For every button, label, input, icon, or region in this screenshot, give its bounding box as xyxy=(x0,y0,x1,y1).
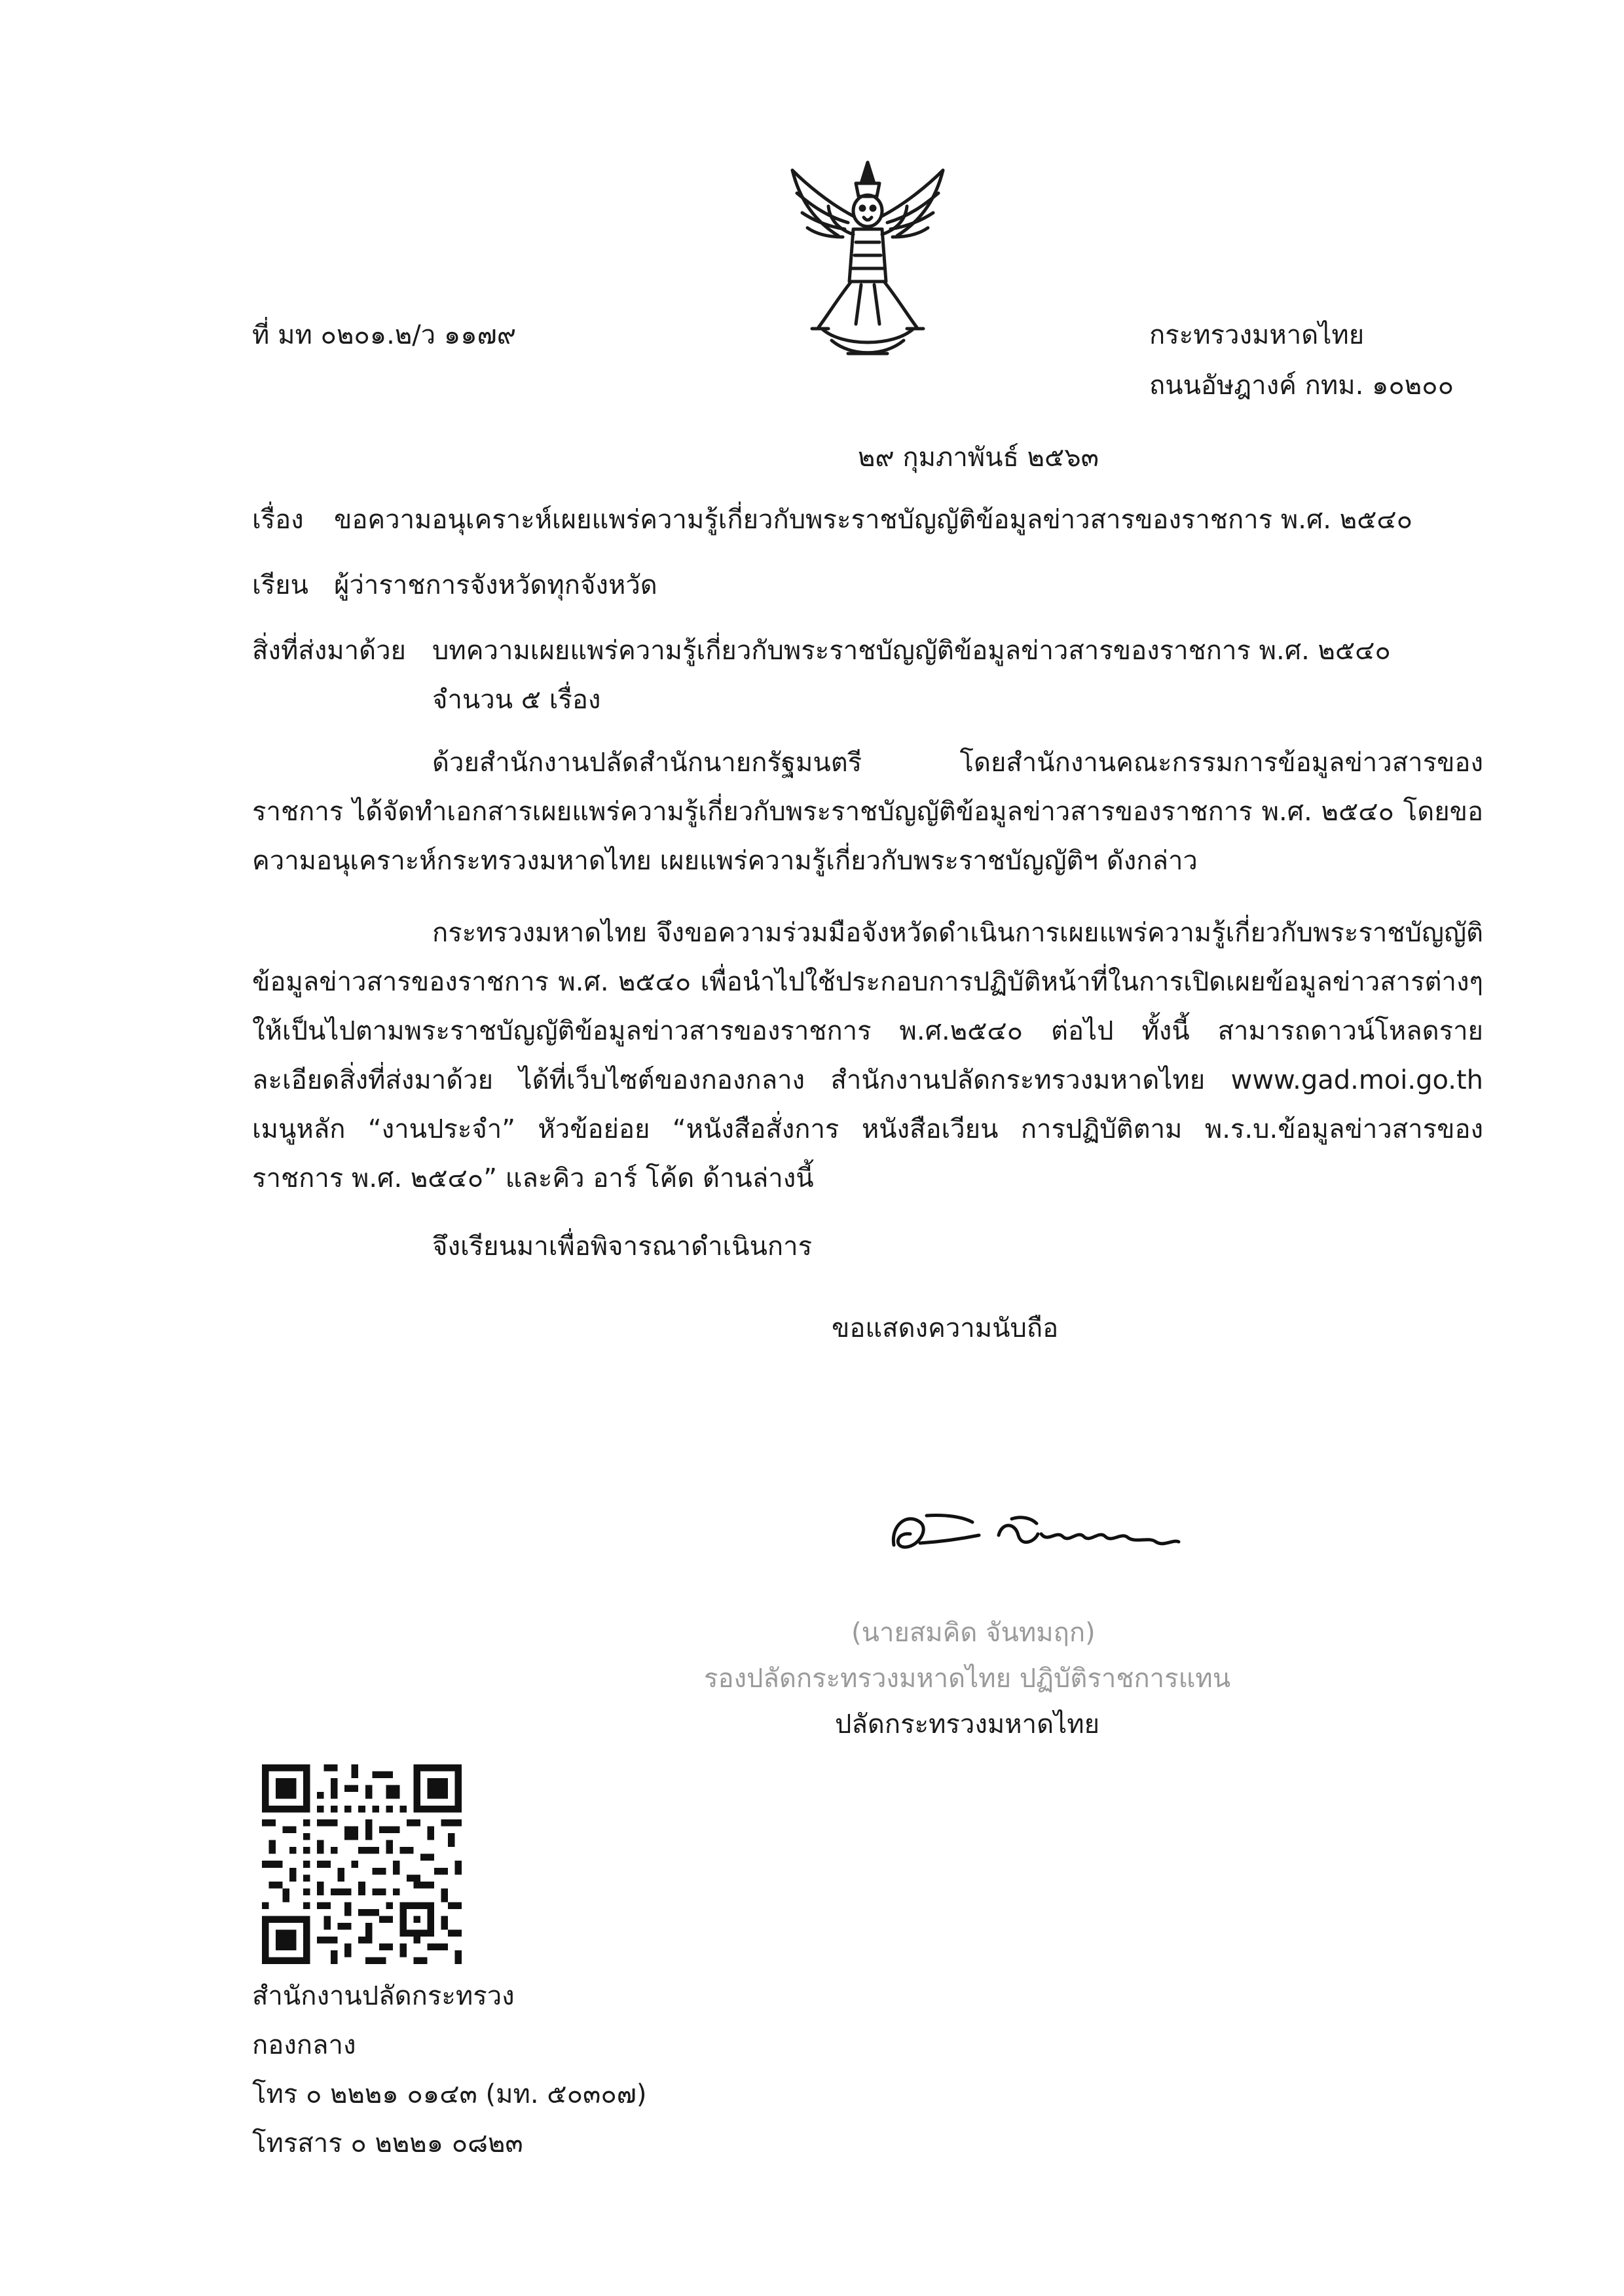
complimentary-close: ขอแสดงความนับถือ xyxy=(832,1313,1059,1343)
acting-position: รองปลัดกระทรวงมหาดไทย ปฏิบัติราชการแทน xyxy=(704,1664,1231,1694)
agency-name: กระทรวงมหาดไทย xyxy=(1149,320,1365,350)
footer-division: กองกลาง xyxy=(252,2030,356,2060)
enclosure-label: สิ่งที่ส่งมาด้วย xyxy=(252,636,406,666)
body-paragraph-1 xyxy=(252,738,1483,886)
enclosure-count: จำนวน ๕ เรื่อง xyxy=(432,685,601,715)
body-paragraph-2 xyxy=(252,909,1483,1203)
body-paragraph-1-text: ด้วยสำนักงานปลัดสำนักนายกรัฐมนตรี โดยสำนักงานคณะกรรมการข้อมูลข่าวสารของราชการ ได้จัดทำเอกสารเผยแพร่ความรู้เกี่ยวกับพระราชบัญญัติข้อมูลข่าวสารของราชการ พ.ศ. ๒๕๔๐ โดยขอความอนุเคราะห์กระทรวงมหาดไทย เผยแพร่ความรู้เกี่ยวกับพระราชบัญญัติฯ ดังกล่าว xyxy=(252,748,1483,876)
reference-number: ที่ มท ๐๒๐๑.๒/ว ๑๑๗๙ xyxy=(252,320,517,350)
footer-office: สำนักงานปลัดกระทรวง xyxy=(252,1981,515,2011)
signer-name: (นายสมคิด จันทมฤก) xyxy=(851,1618,1096,1648)
signer-position: ปลัดกระทรวงมหาดไทย xyxy=(835,1709,1100,1740)
handwritten-signature xyxy=(881,1496,1189,1575)
document-date: ๒๙ กุมภาพันธ์ ๒๕๖๓ xyxy=(858,443,1099,473)
footer-phone: โทร ๐ ๒๒๒๑ ๐๑๔๓ (มท. ๕๐๓๐๗) xyxy=(252,2079,647,2109)
agency-address: ถนนอัษฎางค์ กทม. ๑๐๒๐๐ xyxy=(1149,371,1454,401)
subject-text: ขอความอนุเคราะห์เผยแพร่ความรู้เกี่ยวกับพระราชบัญญัติข้อมูลข่าวสารของราชการ พ.ศ. ๒๕๔๐ xyxy=(334,505,1413,535)
closing-statement: จึงเรียนมาเพื่อพิจารณาดำเนินการ xyxy=(432,1231,813,1262)
subject-label: เรื่อง xyxy=(252,505,304,535)
footer-fax: โทรสาร ๐ ๒๒๒๑ ๐๘๒๓ xyxy=(252,2128,523,2159)
addressee-label: เรียน xyxy=(252,570,308,600)
body-paragraph-2-text: กระทรวงมหาดไทย จึงขอความร่วมมือจังหวัดดำเนินการเผยแพร่ความรู้เกี่ยวกับพระราชบัญญัติข้อมูลข่าวสารของราชการ พ.ศ. ๒๕๔๐ เพื่อนำไปใช้ประกอบการปฏิบัติหน้าที่ในการเปิดเผยข้อมูลข่าวสารต่างๆ ให้เป็นไปตามพระราชบัญญัติข้อมูลข่าวสารของราชการ พ.ศ.๒๕๔๐ ต่อไป ทั้งนี้ สามารถดาวน์โหลดรายละเอียดสิ่งที่ส่งมาด้วย ได้ที่เว็บไซต์ของกองกลาง สำนักงานปลัดกระทรวงมหาดไทย www.gad.moi.go.th เมนูหลัก “งานประจำ” หัวข้อย่อย “หนังสือสั่งการ หนังสือเวียน การปฏิบัติตาม พ.ร.บ.ข้อมูลข่าวสารของราชการ พ.ศ. ๒๕๔๐” และคิว อาร์ โค้ด ด้านล่างนี้ xyxy=(252,918,1483,1194)
qr-code-icon xyxy=(262,1764,462,1964)
enclosure-text: บทความเผยแพร่ความรู้เกี่ยวกับพระราชบัญญัติข้อมูลข่าวสารของราชการ พ.ศ. ๒๕๔๐ xyxy=(432,636,1391,666)
garuda-emblem-icon xyxy=(783,157,953,367)
addressee-text: ผู้ว่าราชการจังหวัดทุกจังหวัด xyxy=(334,570,657,600)
